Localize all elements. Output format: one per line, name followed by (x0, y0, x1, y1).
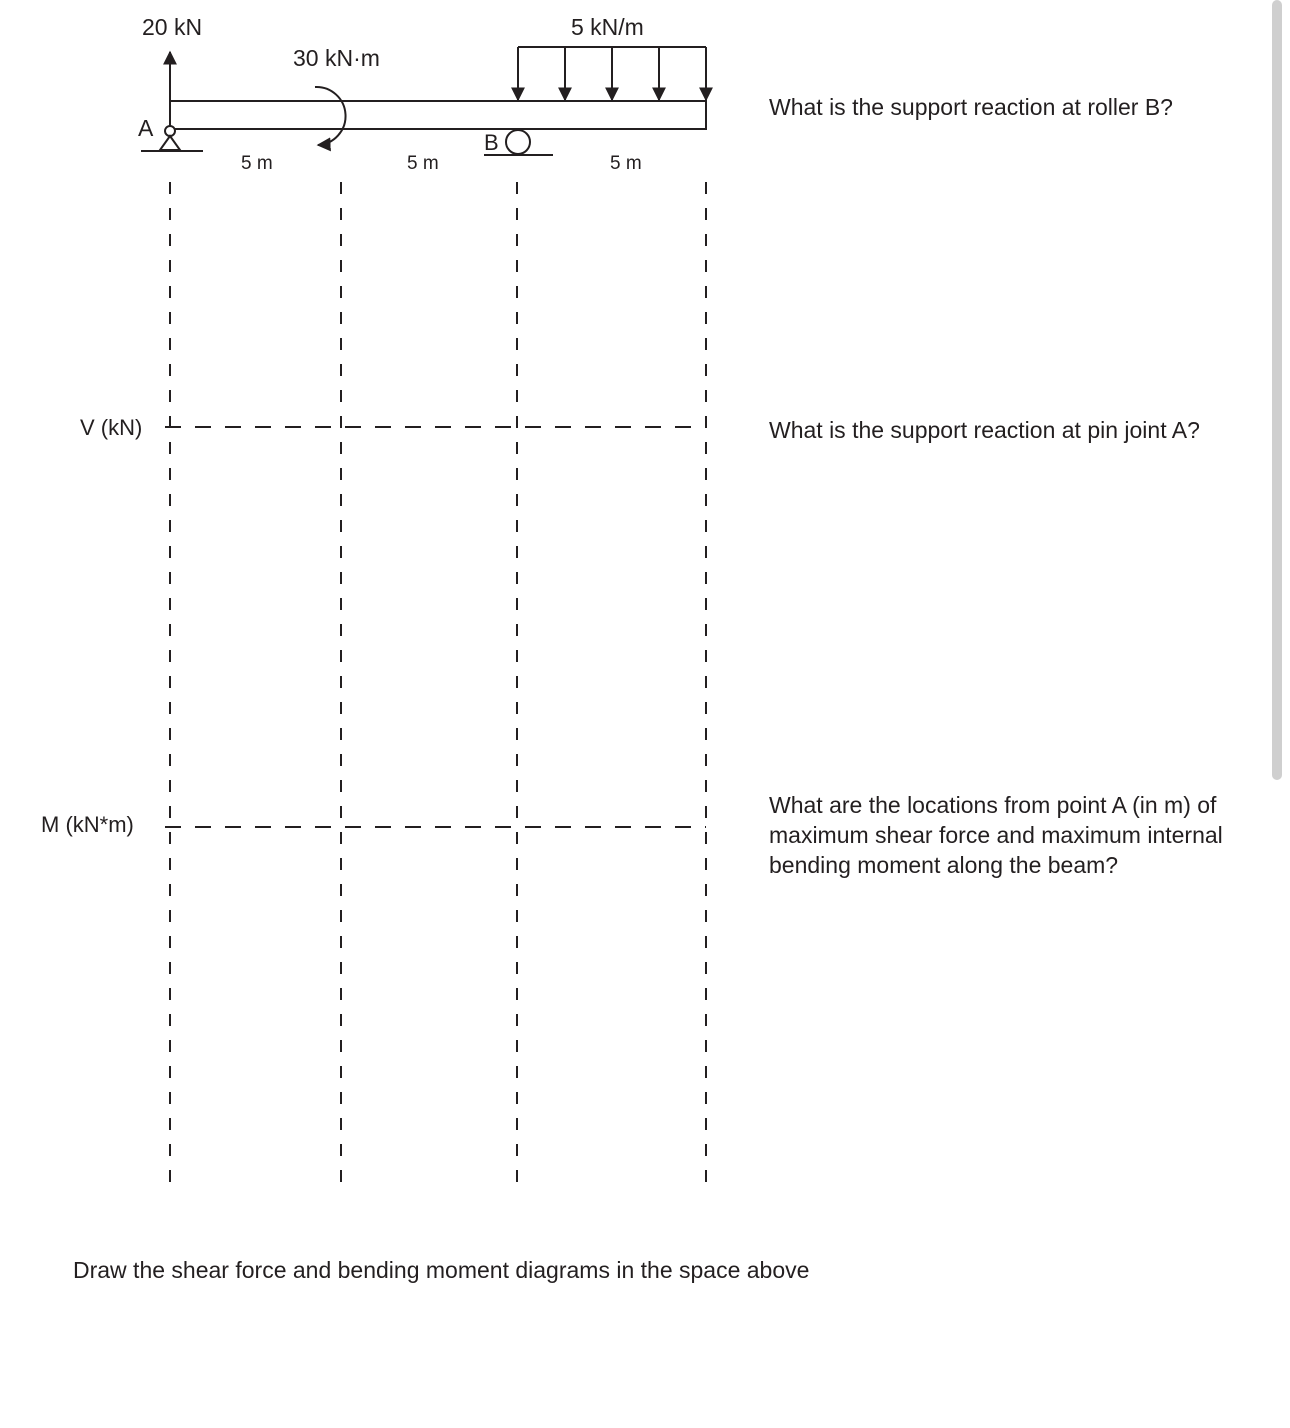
point-load-label: 20 kN (142, 14, 203, 40)
beam-diagram (0, 0, 760, 1200)
scrollbar[interactable] (1272, 0, 1282, 780)
question-roller-reaction: What is the support reaction at roller B? (769, 94, 1173, 120)
moment-arc (315, 87, 346, 145)
shear-axis-label: V (kN) (80, 415, 143, 440)
span-2-label: 5 m (407, 153, 439, 174)
beam (170, 101, 706, 129)
support-b-label: B (484, 130, 499, 155)
support-a-label: A (138, 115, 154, 141)
question-pin-reaction: What is the support reaction at pin joint A? (769, 417, 1200, 443)
pin-support-triangle (160, 136, 180, 150)
diagram-grid (165, 182, 706, 1182)
span-1-label: 5 m (241, 153, 273, 174)
roller-support-wheel (506, 130, 530, 154)
distributed-load-label: 5 kN/m (571, 14, 644, 40)
moment-axis-label: M (kN*m) (41, 812, 134, 837)
distributed-load (518, 47, 706, 100)
moment-load-label: 30 kN·m (293, 45, 380, 71)
instruction-text: Draw the shear force and bending moment diagrams in the space above (73, 1257, 810, 1283)
question-max-locations: What are the locations from point A (in m) of maximum shear force and maximum internal bending moment along the beam? (769, 792, 1223, 878)
span-3-label: 5 m (610, 153, 642, 174)
